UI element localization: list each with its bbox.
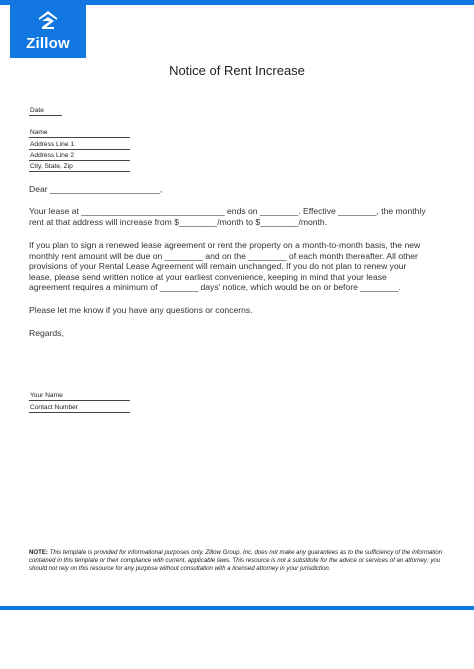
disclaimer-note [29,549,444,573]
address-line-1-field[interactable]: Address Line 1 [29,139,130,150]
name-field[interactable]: Name [29,127,130,138]
your-name-field[interactable]: Your Name [29,390,130,401]
logo-wordmark: Zillow [26,35,70,52]
note-label: NOTE: [29,549,48,556]
paragraph-questions: Please let me know if you have any questions or concerns. [29,305,253,315]
zillow-logo [10,0,86,58]
note-text: This template is provided for informational purposes only. Zillow Group, Inc. does not make any guarantees as to the sufficiency of the information contained in this template or their compliance with current, applicable laws. This resource is not a substitute for the advice or services of an attorney; you should not rely on this resource for any purpose without consultation with a licensed attorney in your jurisdiction. [29,549,443,572]
closing: Regards, [29,328,64,338]
city-state-zip-field[interactable]: City, State, Zip [29,161,130,172]
address-line-2-field[interactable]: Address Line 2 [29,150,130,161]
date-field[interactable]: Date [29,105,62,116]
paragraph-renewal-terms: If you plan to sign a renewed lease agreement or rent the property on a month-to-month basis, the new monthly rent amount will be due on ________ and on the ________ of each month thereafter. All other provisions of your Rental Lease Agreement will remain unchanged. If you do not plan to renew your lease, please send written notice at your earliest convenience, keeping in mind that your lease agreement requires a minimum of ________ days' notice, which would be on or before ________. [29,240,421,293]
contact-number-field[interactable]: Contact Number [29,402,130,413]
zillow-house-icon [37,8,59,30]
salutation: Dear _______________________, [29,184,163,194]
paragraph-rent-increase: Your lease at ______________________________ ends on ________. Effective ________, the monthly rent at that address will increase from $________/month to $________/month. [29,206,426,227]
bottom-accent-bar [0,606,474,610]
document-title: Notice of Rent Increase [169,63,305,78]
